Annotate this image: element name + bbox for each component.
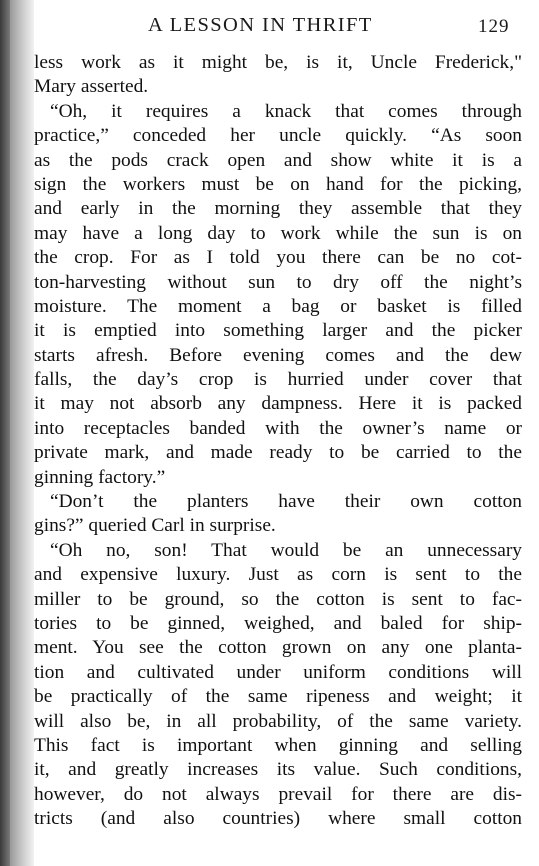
text-line: This fact is important when ginning and selling <box>34 734 522 756</box>
text-line: be practically of the same ripeness and weight; it <box>34 686 522 708</box>
running-head: A LESSON IN THRIFT <box>148 14 373 36</box>
text-line: ton-harvesting without sun to dry off the night’s <box>34 271 522 293</box>
binding-edge <box>0 0 10 866</box>
text-line: ginning factory.” <box>34 466 166 488</box>
text-line: will also be, in all probability, of the same variety. <box>34 710 522 732</box>
text-line: into receptacles banded with the owner’s name or <box>34 417 522 439</box>
text-line: as the pods crack open and show white it is a <box>34 149 522 171</box>
text-line: may have a long day to work while the sun is on <box>34 222 522 244</box>
text-line: “Oh no, son! That would be an unnecessary <box>50 539 522 561</box>
text-line: miller to be ground, so the cotton is sent to fac- <box>34 588 522 610</box>
page-header <box>0 14 539 42</box>
text-line: tricts (and also countries) where small cotton <box>34 808 522 830</box>
text-line: it may not absorb any dampness. Here it is packed <box>34 393 522 415</box>
text-line: falls, the day’s crop is hurried under cover that <box>34 369 522 391</box>
text-line: and early in the morning they assemble that they <box>34 198 522 220</box>
page-number: 129 <box>478 16 510 37</box>
text-line: private mark, and made ready to be carried to the <box>34 442 522 464</box>
text-line: tion and cultivated under uniform conditions will <box>34 661 522 683</box>
text-line: the crop. For as I told you there can be no cot- <box>34 247 522 269</box>
text-line: gins?” queried Carl in surprise. <box>34 515 276 537</box>
text-line: starts afresh. Before evening comes and the dew <box>34 344 522 366</box>
text-line: ment. You see the cotton grown on any one planta- <box>34 637 522 659</box>
body-text <box>34 51 522 832</box>
text-line: however, do not always prevail for there are dis- <box>34 783 522 805</box>
text-line: it, and greatly increases its value. Such conditions, <box>34 759 522 781</box>
text-line: sign the workers must be on hand for the picking, <box>34 173 522 195</box>
text-line: “Oh, it requires a knack that comes through <box>50 100 522 122</box>
text-line: less work as it might be, is it, Uncle Frederick," <box>34 52 522 73</box>
text-line: tories to be ginned, weighed, and baled for ship- <box>34 612 522 634</box>
text-line: and expensive luxury. Just as corn is sent to the <box>34 564 522 586</box>
text-line: it is emptied into something larger and the picker <box>34 320 522 342</box>
text-line: Mary asserted. <box>34 76 149 98</box>
text-line: practice,” conceded her uncle quickly. “As soon <box>34 125 522 147</box>
text-line: “Don’t the planters have their own cotton <box>50 491 522 513</box>
text-line: moisture. The moment a bag or basket is filled <box>34 295 522 317</box>
